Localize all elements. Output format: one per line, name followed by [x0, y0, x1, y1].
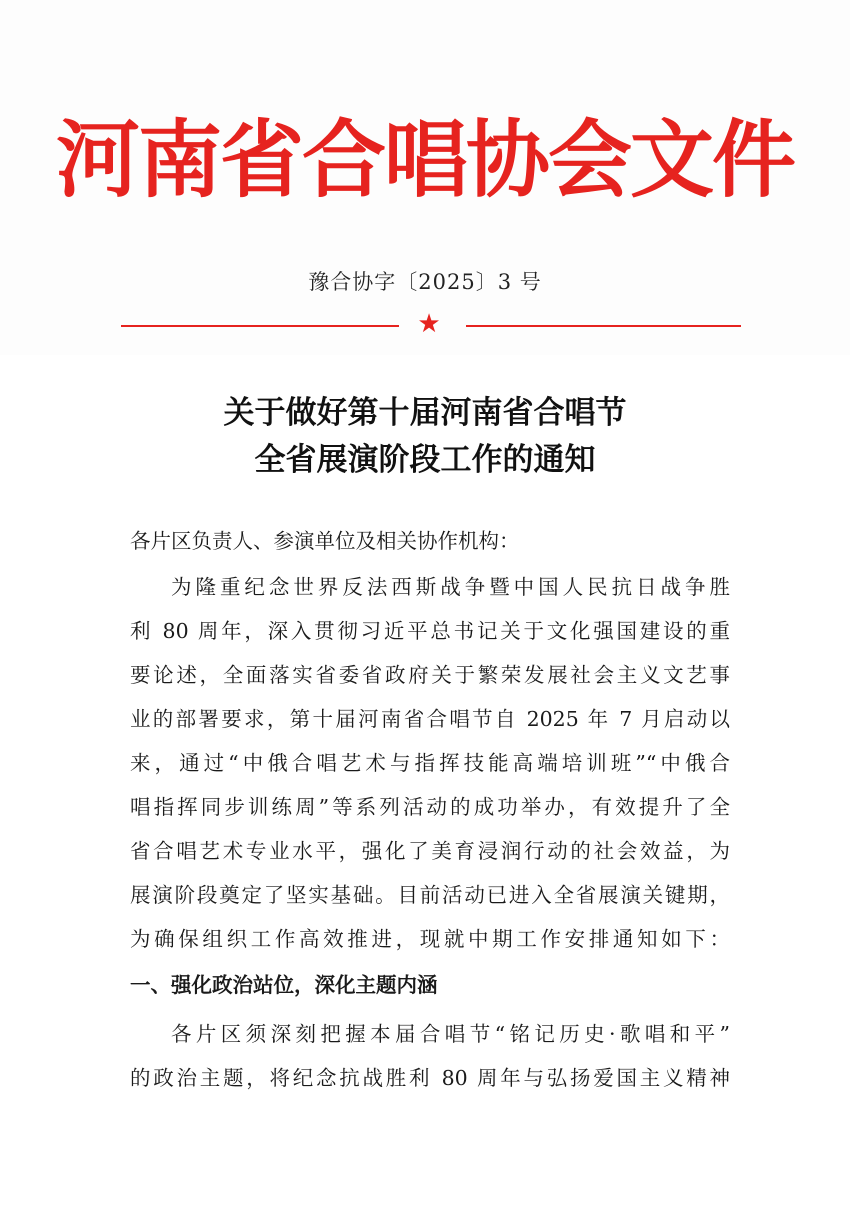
paragraph-line: 为隆重纪念世界反法西斯战争暨中国人民抗日战争胜: [171, 575, 730, 599]
paragraph-line: 为确保组织工作高效推进，现就中期工作安排通知如下：: [130, 927, 730, 951]
paragraph-line: 唱指挥同步训练周”等系列活动的成功举办，有效提升了全: [130, 795, 730, 819]
header-rule-left: [121, 325, 399, 327]
paragraph-line: 业的部署要求，第十届河南省合唱节自 2025 年 7 月启动以: [130, 707, 730, 731]
paragraph-section1: [130, 1012, 730, 1100]
section-heading: 一、强化政治站位，深化主题内涵: [130, 973, 438, 997]
salutation: 各片区负责人、参演单位及相关协作机构：: [130, 529, 520, 553]
org-title: 河南省合唱协会文件: [55, 110, 794, 209]
paragraph-line: 要论述，全面落实省委省政府关于繁荣发展社会主义文艺事: [130, 663, 730, 687]
header-rule-right: [466, 325, 741, 327]
paragraph-line: 展演阶段奠定了坚实基础。目前活动已进入全省展演关键期，: [130, 883, 730, 907]
paragraph-line: 利 80 周年，深入贯彻习近平总书记关于文化强国建设的重: [130, 619, 730, 643]
paragraph-line: 的政治主题，将纪念抗战胜利 80 周年与弘扬爱国主义精神: [130, 1066, 730, 1090]
notice-title-line2: 全省展演阶段工作的通知: [254, 442, 596, 478]
document-number: 豫合协字〔2025〕3 号: [308, 270, 542, 294]
paragraph-line: 省合唱艺术专业水平，强化了美育浸润行动的社会效益，为: [130, 839, 730, 863]
paragraph-line: 来，通过“中俄合唱艺术与指挥技能高端培训班”“中俄合: [130, 751, 730, 775]
paragraph-line: 各片区须深刻把握本届合唱节“铭记历史·歌唱和平”: [171, 1022, 730, 1046]
star-icon: ★: [417, 309, 441, 339]
notice-title-line1: 关于做好第十届河南省合唱节: [223, 395, 627, 431]
paragraph-intro: [130, 565, 730, 961]
